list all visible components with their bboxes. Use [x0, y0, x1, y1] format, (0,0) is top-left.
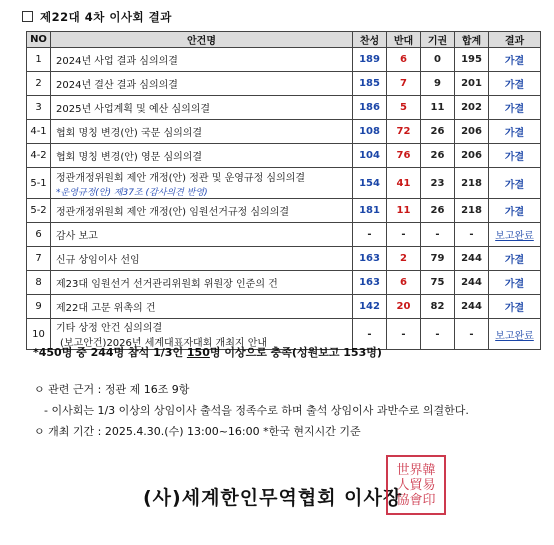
row-item: 제22대 고문 위촉의 건 — [51, 295, 353, 319]
row-total: - — [455, 319, 489, 350]
row-result: 가결 — [489, 247, 541, 271]
row-total: 244 — [455, 247, 489, 271]
col-header-no: NO — [27, 32, 51, 48]
row-item: 신규 상임이사 선임 — [51, 247, 353, 271]
row-item: 2024년 사업 결과 심의의결 — [51, 48, 353, 72]
document-heading — [22, 9, 172, 25]
row-result: 보고완료 — [489, 319, 541, 350]
row-no-votes: 2 — [387, 247, 421, 271]
table-row — [27, 96, 541, 120]
table-row — [27, 223, 541, 247]
row-total: 244 — [455, 295, 489, 319]
row-item-note: *운영규정(안) 제37조 (감사의견 반영) — [56, 187, 208, 198]
quorum-suffix: 명 이상으로 충족(성원보고 153명) — [209, 346, 382, 359]
table-row — [27, 271, 541, 295]
table-row — [27, 48, 541, 72]
row-abstain: 0 — [421, 48, 455, 72]
row-abstain: 26 — [421, 144, 455, 168]
heading-text: 제22대 4차 이사회 결과 — [40, 10, 172, 24]
col-header-total: 합계 — [455, 32, 489, 48]
table-row — [27, 72, 541, 96]
row-no: 4-1 — [27, 120, 51, 144]
row-abstain: 82 — [421, 295, 455, 319]
col-header-yes: 찬성 — [353, 32, 387, 48]
row-result: 보고완료 — [489, 223, 541, 247]
row-no-votes: 76 — [387, 144, 421, 168]
row-item: 정관개정위원회 제안 개정(안) 임원선거규정 심의의결 — [51, 199, 353, 223]
row-item-sub: (보고안건)2026년 세계대표자대회 개최지 안내 — [60, 338, 268, 349]
row-result: 가결 — [489, 48, 541, 72]
row-item-cell — [51, 168, 353, 199]
row-no-votes: 7 — [387, 72, 421, 96]
basis-line: ㅇ 관련 근거 : 정관 제 16조 9항 — [34, 383, 190, 396]
row-no: 5-2 — [27, 199, 51, 223]
table-row — [27, 168, 541, 199]
row-no: 9 — [27, 295, 51, 319]
row-result: 가결 — [489, 96, 541, 120]
row-item: 협회 명칭 변경(안) 국문 심의의결 — [51, 120, 353, 144]
row-yes: 142 — [353, 295, 387, 319]
row-abstain: 75 — [421, 271, 455, 295]
row-abstain: 26 — [421, 199, 455, 223]
row-item: 협회 명칭 변경(안) 영문 심의의결 — [51, 144, 353, 168]
row-abstain: 9 — [421, 72, 455, 96]
row-result: 가결 — [489, 271, 541, 295]
row-item: 2025년 사업계획 및 예산 심의의결 — [51, 96, 353, 120]
row-no-votes: 41 — [387, 168, 421, 199]
col-header-result: 결과 — [489, 32, 541, 48]
row-no-votes: 72 — [387, 120, 421, 144]
row-total: 218 — [455, 168, 489, 199]
row-total: 202 — [455, 96, 489, 120]
row-no-votes: - — [387, 319, 421, 350]
row-no: 6 — [27, 223, 51, 247]
row-yes: 181 — [353, 199, 387, 223]
row-no: 4-2 — [27, 144, 51, 168]
row-total: 195 — [455, 48, 489, 72]
row-total: 218 — [455, 199, 489, 223]
row-result: 가결 — [489, 72, 541, 96]
table-row — [27, 247, 541, 271]
row-result: 가결 — [489, 295, 541, 319]
table-row — [27, 199, 541, 223]
row-abstain: 11 — [421, 96, 455, 120]
row-yes: 189 — [353, 48, 387, 72]
row-abstain: - — [421, 319, 455, 350]
results-table — [26, 31, 541, 350]
quorum-threshold: 150 — [186, 346, 210, 359]
row-abstain: - — [421, 223, 455, 247]
row-no: 1 — [27, 48, 51, 72]
row-total: - — [455, 223, 489, 247]
row-yes: 154 — [353, 168, 387, 199]
row-abstain: 26 — [421, 120, 455, 144]
row-no-votes: 5 — [387, 96, 421, 120]
row-no: 5-1 — [27, 168, 51, 199]
col-header-item: 안건명 — [51, 32, 353, 48]
col-header-no-votes: 반대 — [387, 32, 421, 48]
row-abstain: 23 — [421, 168, 455, 199]
row-result: 가결 — [489, 199, 541, 223]
row-no-votes: - — [387, 223, 421, 247]
row-item: 기타 상정 안건 심의의결 — [56, 323, 163, 334]
table-header-row — [27, 32, 541, 48]
issuer-signature: (사)세계한인무역협회 이사장 — [143, 487, 403, 509]
row-total: 206 — [455, 144, 489, 168]
row-yes: 163 — [353, 247, 387, 271]
row-no-votes: 6 — [387, 271, 421, 295]
row-no-votes: 11 — [387, 199, 421, 223]
table-row — [27, 120, 541, 144]
basis-detail-line: - 이사회는 1/3 이상의 상임이사 출석을 정족수로 하며 출석 상임이사 과반수로 의결한다. — [44, 404, 469, 417]
row-yes: - — [353, 223, 387, 247]
row-no: 7 — [27, 247, 51, 271]
col-header-abstain: 기권 — [421, 32, 455, 48]
checkbox-square-icon — [22, 11, 33, 22]
row-no-votes: 6 — [387, 48, 421, 72]
row-no: 2 — [27, 72, 51, 96]
row-total: 244 — [455, 271, 489, 295]
row-total: 201 — [455, 72, 489, 96]
quorum-note — [33, 344, 382, 360]
row-yes: 104 — [353, 144, 387, 168]
row-item: 2024년 결산 결과 심의의결 — [51, 72, 353, 96]
date-line: ㅇ 개최 기간 : 2025.4.30.(수) 13:00~16:00 *한국 현지시간 기준 — [34, 425, 361, 438]
quorum-prefix: *450명 중 244명 참석 1/3인 — [33, 346, 187, 359]
row-yes: - — [353, 319, 387, 350]
row-yes: 108 — [353, 120, 387, 144]
row-item: 제23대 임원선거 선거관리위원회 위원장 인준의 건 — [51, 271, 353, 295]
row-result: 가결 — [489, 120, 541, 144]
row-item: 감사 보고 — [51, 223, 353, 247]
row-no-votes: 20 — [387, 295, 421, 319]
row-abstain: 79 — [421, 247, 455, 271]
row-result: 가결 — [489, 144, 541, 168]
row-yes: 186 — [353, 96, 387, 120]
row-total: 206 — [455, 120, 489, 144]
official-seal-stamp: 世界韓 人貿易 協會印 — [386, 455, 446, 515]
row-no: 3 — [27, 96, 51, 120]
notes-section — [34, 379, 469, 442]
row-no: 10 — [27, 319, 51, 350]
row-yes: 185 — [353, 72, 387, 96]
row-no: 8 — [27, 271, 51, 295]
row-result: 가결 — [489, 168, 541, 199]
table-row — [27, 295, 541, 319]
table-row — [27, 144, 541, 168]
row-item: 정관개정위원회 제안 개정(안) 정관 및 운영규정 심의의결 — [56, 172, 306, 184]
row-yes: 163 — [353, 271, 387, 295]
